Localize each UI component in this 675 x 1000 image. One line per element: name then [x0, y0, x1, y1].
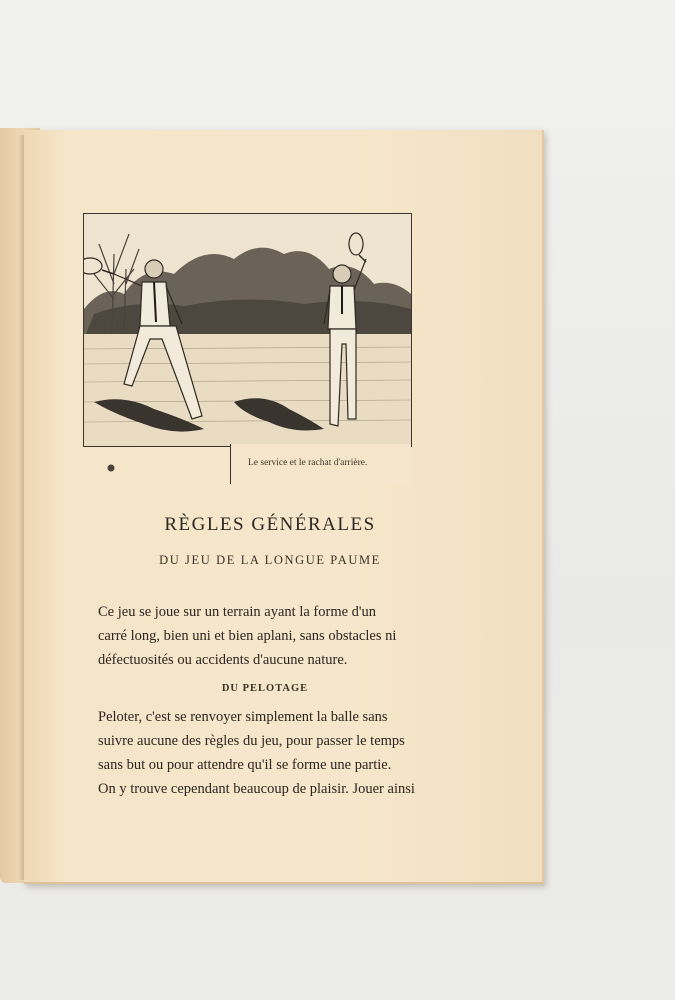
- ball-vignette: [83, 444, 230, 484]
- ball-icon: [83, 444, 230, 484]
- tennis-illustration: [83, 213, 412, 447]
- illustration-caption: Le service et le rachat d'arrière.: [248, 458, 368, 468]
- text-line: suivre aucune des règles du jeu, pour passer le temps: [98, 733, 405, 749]
- text-line: Peloter, c'est se renvoyer simplement la balle sans: [98, 709, 388, 725]
- text-line: carré long, bien uni et bien aplani, sans obstacles ni: [98, 628, 397, 644]
- page-title: RÈGLES GÉNÉRALES: [164, 514, 376, 535]
- text-line: défectuosités ou accidents d'aucune nature.: [98, 652, 348, 668]
- page-subtitle: DU JEU DE LA LONGUE PAUME: [159, 553, 381, 567]
- text-line: On y trouve cependant beaucoup de plaisir. Jouer ainsi: [98, 781, 415, 797]
- text-line: Ce jeu se joue sur un terrain ayant la forme d'un: [98, 604, 377, 620]
- paragraph-intro: [98, 600, 418, 672]
- text-line: sans but ou pour attendre qu'il se forme une partie.: [98, 757, 392, 773]
- section-heading: DU PELOTAGE: [221, 683, 309, 694]
- paragraph-pelotage: [98, 705, 418, 801]
- engraving-image: [84, 214, 411, 446]
